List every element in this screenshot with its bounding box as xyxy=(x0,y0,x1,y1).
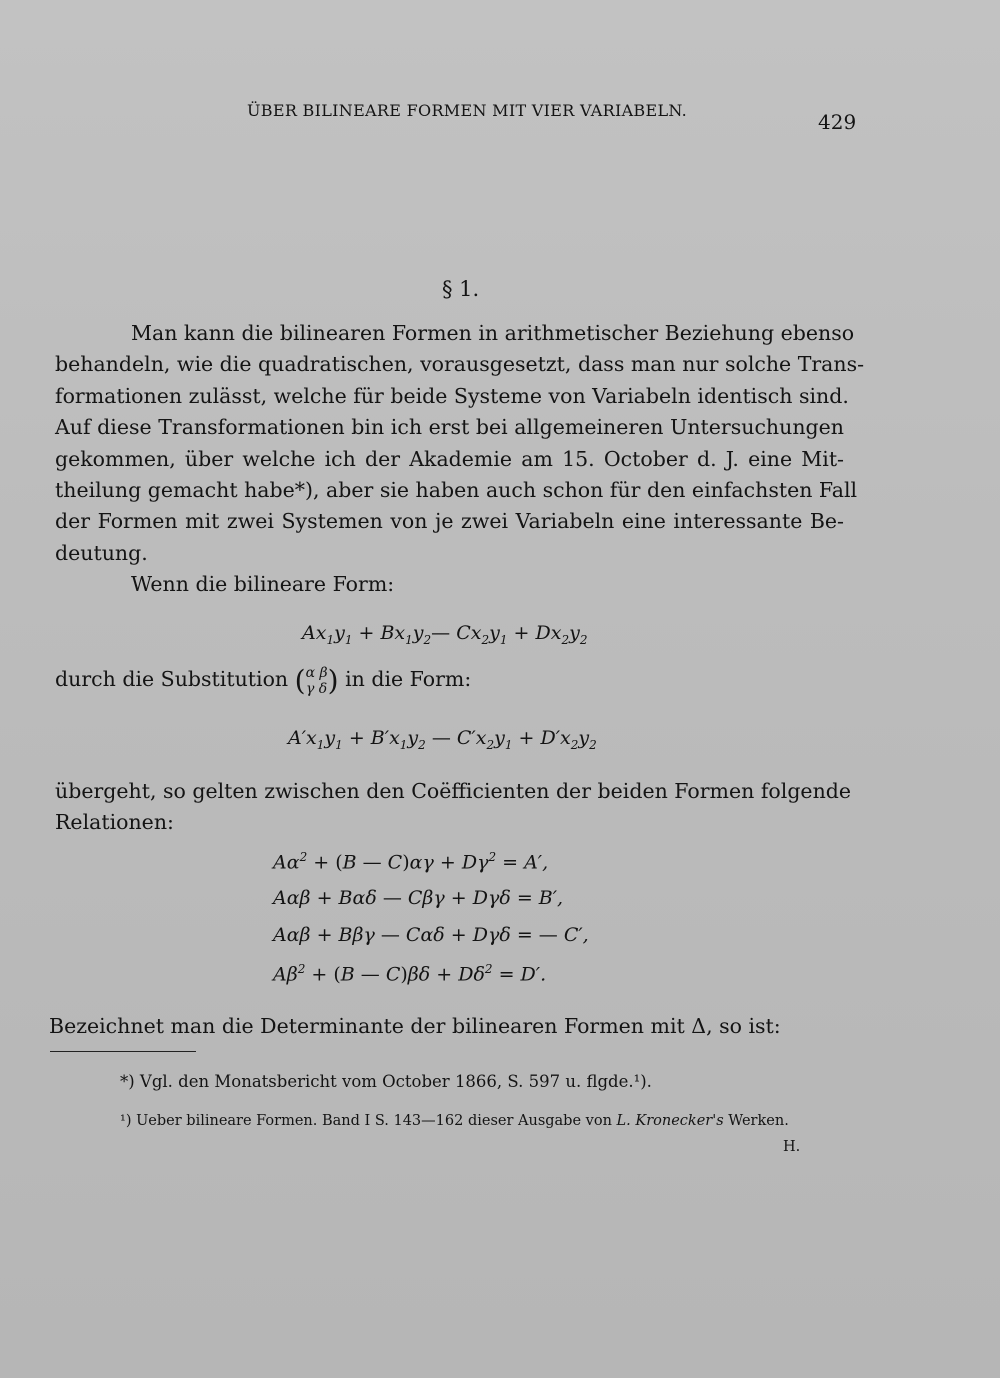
paragraph-3-line: Relationen: xyxy=(55,810,174,835)
substitution-matrix: α β γ δ xyxy=(305,664,328,697)
formula-bilinear-form: $Ax_1y_1$ + $Bx_1y_2—$ $Cx_2y_1 + Dx_2y_2$ xyxy=(302,622,588,647)
paragraph-1-line: Auf diese Transformationen bin ich erst bei allgemeineren Untersuchungen xyxy=(55,415,844,440)
relation-2: Aαβ + Bαδ — Cβγ + Dγδ = B′, xyxy=(273,887,564,909)
footnote-one-text: ¹) Ueber bilineare Formen. Band I S. 143—162 dieser Ausgabe von xyxy=(120,1113,612,1129)
footnote-one-suffix: Werken. xyxy=(728,1113,789,1129)
paragraph-1-line: deutung. xyxy=(55,540,148,565)
footnote-one-author: L. Kronecker's xyxy=(616,1113,724,1129)
substitution-text-after: in die Form: xyxy=(345,667,472,691)
paragraph-1 xyxy=(55,318,865,569)
footnote-divider xyxy=(50,1051,196,1052)
section-heading: § 1. xyxy=(442,277,480,301)
paragraph-1-line: formationen zulässt, welche für beide Systeme von Variabeln identisch sind. xyxy=(55,383,849,408)
paragraph-2: Wenn die bilineare Form: xyxy=(131,572,395,596)
paragraph-1-line: gekommen, über welche ich der Akademie am 15. October d. J. eine Mit- xyxy=(55,446,844,471)
paragraph-1-line: behandeln, wie die quadratischen, vorausgesetzt, dass man nur solche Trans- xyxy=(55,352,865,377)
footnote-star: *) Vgl. den Monatsbericht vom October 1866, S. 597 u. flgde.¹). xyxy=(120,1072,652,1091)
paragraph-4: Bezeichnet man die Determinante der bilinearen Formen mit Δ, so ist: xyxy=(49,1014,781,1038)
relation-3: Aαβ + Bβγ — Cαδ + Dγδ = — C′, xyxy=(273,924,589,946)
matrix-right-paren: ) xyxy=(327,664,339,697)
paragraph-1-line: der Formen mit zwei Systemen von je zwei Variabeln eine interessante Be- xyxy=(55,509,844,534)
matrix-left-paren: ( xyxy=(294,664,306,697)
paragraph-1-line: Man kann die bilinearen Formen in arithmetischer Beziehung ebenso xyxy=(131,321,855,345)
footnote-editor: H. xyxy=(783,1139,801,1155)
relation-1: $A\alpha^2 + (B$ — $C)\alpha\gamma + D\gamma^2 = A'$, xyxy=(273,850,549,874)
formula-transformed-form: $A'x_1y_1 + B'x_1y_2$ — $C'x_2y_1 + D'x_2y_2$ xyxy=(288,727,597,752)
footnote-one xyxy=(120,1113,789,1129)
substitution-line xyxy=(55,664,471,697)
paragraph-3 xyxy=(55,776,852,839)
paragraph-1-line: theilung gemacht habe*), aber sie haben auch schon für den einfachsten Fall xyxy=(55,478,858,503)
paragraph-3-line: übergeht, so gelten zwischen den Coëfficienten der beiden Formen folgende xyxy=(55,779,852,803)
page-number: 429 xyxy=(818,110,857,134)
substitution-text: durch die Substitution xyxy=(55,667,289,691)
relation-4: $A\beta^2 + (B$ — $C)\beta\delta + D\delta^2 = D'$. xyxy=(273,962,547,986)
running-title: ÜBER BILINEARE FORMEN MIT VIER VARIABELN. xyxy=(247,101,688,120)
